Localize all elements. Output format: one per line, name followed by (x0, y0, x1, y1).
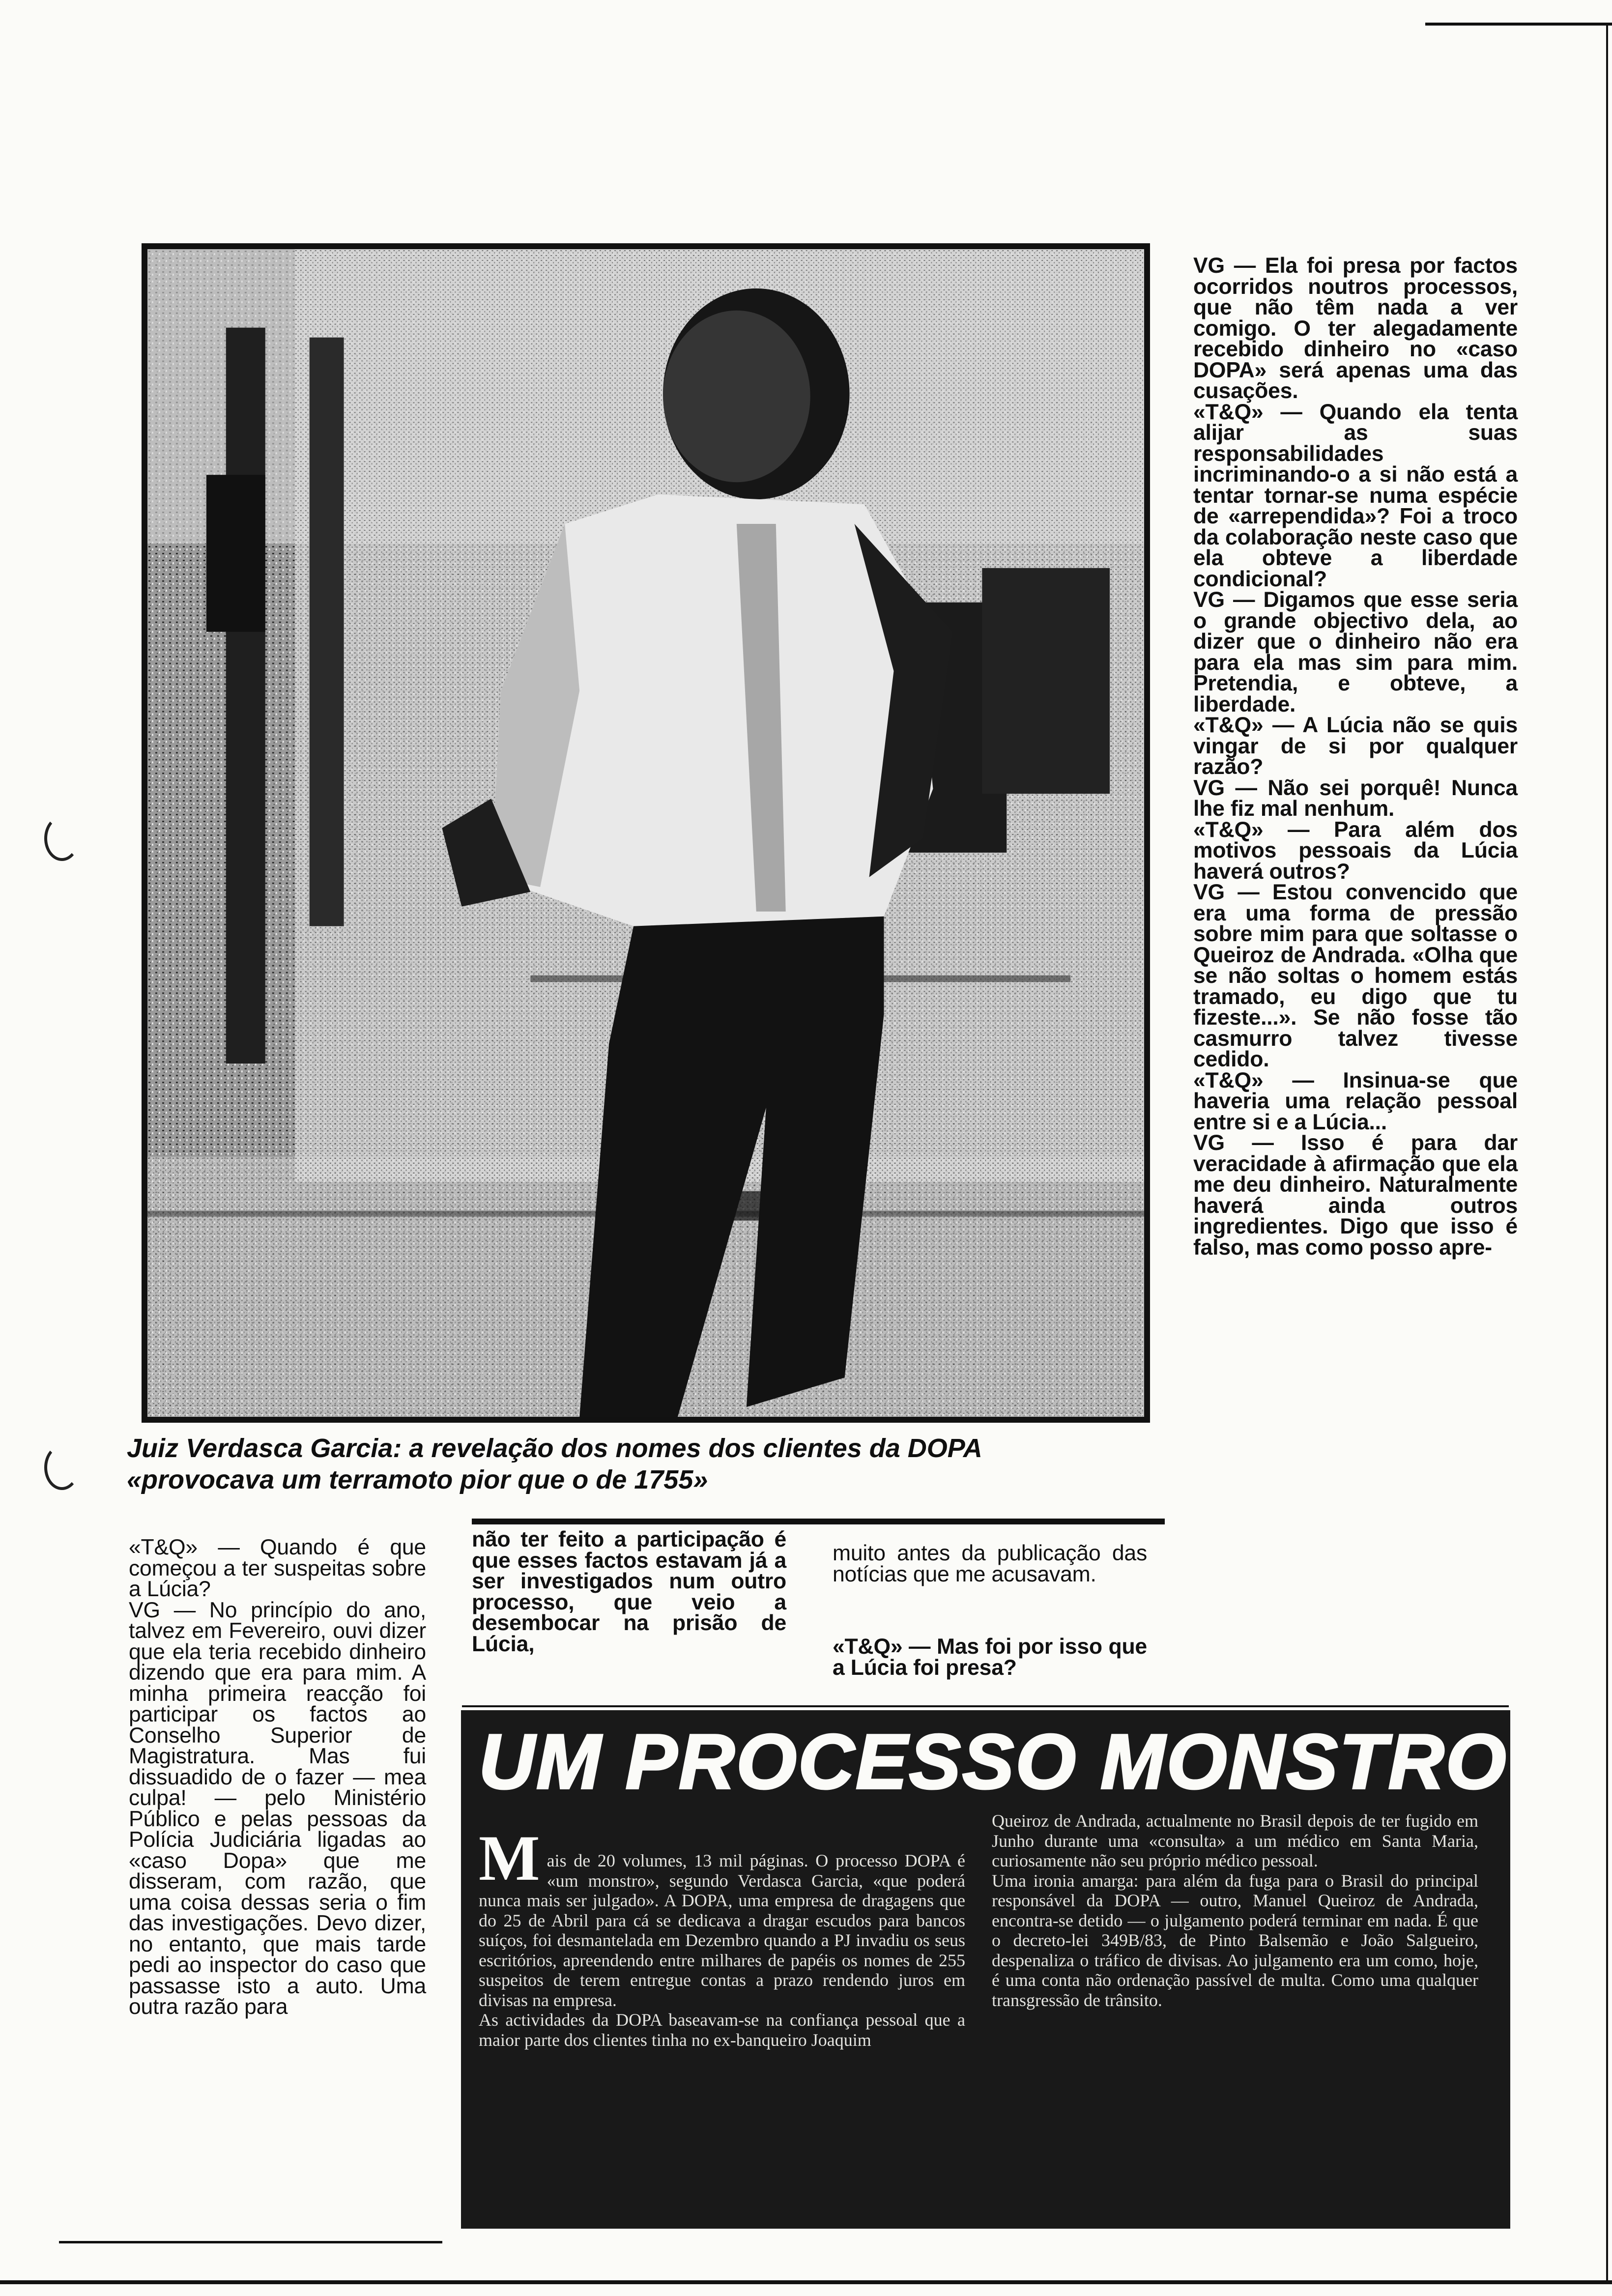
photo-man-walking (142, 243, 1150, 1423)
box-drop-cap: M (479, 1821, 540, 1894)
sidebar-box-um-processo-monstro (461, 1710, 1510, 2229)
right-scan-edge (1606, 23, 1608, 2283)
right-column-interview: VG — Ela foi presa por factos ocorridos noutros processos, que não têm nada a ver comigo. O ter alegadamente recebido dinheiro no «caso DOPA» será apenas uma das cusações. «T&Q» — Quando ela tenta alijar as suas responsabilidades incriminando-o a si não está a tentar tornar-se numa espécie de «arrependida»? Foi a troco da colaboração neste caso que ela obteve a liberdade condicional? VG — Digamos que esse seria o grande objectivo dela, ao dizer que o dinheiro não era para ela mas sim para mim. Pretendia, e obteve, a liberdade. «T&Q» — A Lúcia não se quis vingar de si por qualquer razão? VG — Não sei porquê! Nunca lhe fiz mal nenhum. «T&Q» — Para além dos motivos pessoais da Lúcia haverá outros? VG — Estou convencido que era uma forma de pressão sobre mim para que soltasse o Queiroz de Andrada. «Olha que se não soltas o homem estás tramado, eu digo que tu fizeste...». Se não fosse tão casmurro talvez tivesse cedido. «T&Q» — Insinua-se que haveria uma relação pessoal entre si e a Lúcia... VG — Isso é para dar veracidade à afirmação que ela me deu dinheiro. Naturalmente haverá ainda outros ingredientes. Digo que isso é falso, mas como posso apre- (1193, 254, 1518, 1260)
bottom-scan-edge (0, 2280, 1612, 2284)
bottom-column-3b: «T&Q» — Mas foi por isso que a Lúcia foi presa? (833, 1635, 1147, 1680)
bottom-rule-left (59, 2241, 442, 2243)
box-top-rule (462, 1705, 1509, 1707)
bottom-column-3a: muito antes da publicação das notícias que me acusavam. (833, 1541, 1147, 1586)
bottom-column-2: não ter feito a participação é que esses factos estavam já a ser investigados num outro processo, que veio a desembocar na prisão de Lúcia, (472, 1527, 786, 1656)
box-left-text: ais de 20 volumes, 13 mil páginas. O processo DOPA é «um monstro», segundo Verdasca Garcia, «que poderá nunca mais ser julgado». A DOPA, uma empresa de dragagens que do 25 de Abril para cá se dedicava a dragar escudos para bancos suíços, foi desmantelada em Dezembro quando a PJ invadiu os seus escritórios, apreendendo entre milhares de papéis os nomes de 255 suspeitos de terem entregue contas a prazo rendendo juros em divisas na empresa. As actividades da DOPA baseavam-se na confiança pessoal que a maior parte dos clientes tinha no ex-banqueiro Joaquim (479, 1851, 965, 2050)
box-headline: UM PROCESSO MONSTRO (479, 1719, 1508, 1805)
box-left-column (479, 1811, 965, 2050)
caption-line-2: «provocava um terramoto pior que o de 1755» (127, 1465, 708, 1494)
bottom-column-1: «T&Q» — Quando é que começou a ter suspeitas sobre a Lúcia? VG — No princípio do ano, talvez em Fevereiro, ouvi dizer que ela teria recebido dinheiro dizendo que era para mim. A minha primeira reacção foi participar os factos ao Conselho Superior de Magistratura. Mas fui dissuadido de o fazer — mea culpa! — pelo Ministério Público e pelas pessoas da Polícia Judiciária ligadas ao «caso Dopa» que me disseram, com razão, que uma coisa dessas seria o fim das investigações. Devo dizer, no entanto, que mais tarde pedi ao inspector do caso que passasse isto a auto. Uma outra razão para (129, 1535, 426, 2019)
binding-hole-mark (44, 816, 80, 861)
man-walking-photo-icon (147, 249, 1144, 1417)
photo-caption (127, 1433, 1139, 1495)
binding-hole-mark (44, 1445, 80, 1490)
box-right-column: Queiroz de Andrada, actualmente no Brasil depois de ter fugido em Junho durante uma «consulta» a um médico em Santa Maria, curiosamente não seu próprio médico pessoal. Uma ironia amarga: para além da fuga para o Brasil do principal responsável da DOPA — outro, Manuel Queiroz de Andrada, encontra-se detido — o julgamento poderá terminar em nada. É que o decreto-lei 349B/83, de Pinto Balsemão e João Salgueiro, despenaliza o tráfico de divisas. Ao julgamento era um como, hoje, é uma conta não ordenação passível de multa. Como uma qualquer transgressão de trânsito. (992, 1811, 1478, 2010)
caption-divider (472, 1519, 1165, 1524)
caption-line-1: Juiz Verdasca Garcia: a revelação dos nomes dos clientes da DOPA (127, 1434, 982, 1463)
top-scan-edge (1425, 23, 1612, 26)
